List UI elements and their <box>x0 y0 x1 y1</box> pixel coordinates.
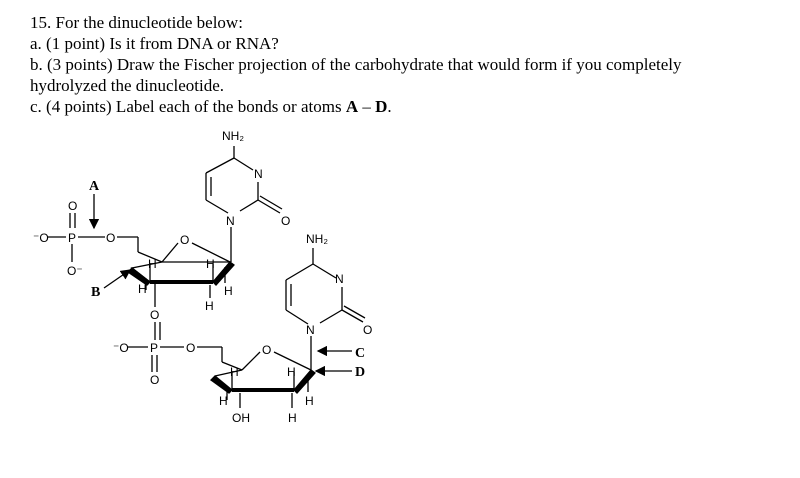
h-c1b-lower: H <box>305 394 314 408</box>
h-c2b-upper: H <box>205 299 214 313</box>
question-part-b-line2: hydrolyzed the dinucleotide. <box>30 76 225 95</box>
label-c: C <box>355 346 366 361</box>
part-c-bold-d: D <box>375 97 388 116</box>
h-c1b-upper: H <box>224 284 233 298</box>
cytosine-ring-upper <box>206 129 290 262</box>
minus-o-upper: ⁻O <box>33 231 49 245</box>
minus-o-lower: ⁻O <box>113 341 129 355</box>
sugar-ring-lower <box>211 343 315 425</box>
double-bond-o-lower: O <box>150 373 160 387</box>
h-c2b-lower: H <box>288 411 297 425</box>
phosphate-upper <box>33 179 138 278</box>
ring-o-upper: O <box>180 233 190 247</box>
nh2-label-upper: NH₂ <box>222 129 244 143</box>
o-minus-upper: O⁻ <box>67 264 83 278</box>
label-b: B <box>91 285 101 300</box>
ester-o-upper: O <box>106 231 116 245</box>
phosphorus-lower: P <box>150 341 159 355</box>
label-d: D <box>355 365 366 380</box>
ring-n3-label-lower: N <box>335 272 344 286</box>
part-c-dash: – <box>358 97 376 116</box>
ester-o-lower: O <box>186 341 196 355</box>
phosphorus-upper: P <box>68 231 77 245</box>
carbonyl-o-label-upper: O <box>281 214 291 228</box>
question-part-a: a. (1 point) Is it from DNA or RNA? <box>30 34 279 53</box>
carbonyl-o-label-lower: O <box>363 323 373 337</box>
h-c2-upper: H <box>148 257 157 271</box>
double-bond-o-upper: O <box>68 199 78 213</box>
oh-c3-lower: OH <box>232 411 250 425</box>
part-c-end: . <box>387 97 392 116</box>
h-c3-lower: H <box>219 394 228 408</box>
label-a: A <box>89 179 100 194</box>
nh2-label-lower: NH₂ <box>306 232 328 246</box>
h-c1-lower: H <box>287 365 296 379</box>
part-c-bold-a: A <box>345 97 359 116</box>
question-part-b-line1: b. (3 points) Draw the Fischer projection of the carbohydrate that would form if you completely <box>30 55 682 74</box>
h-c3-upper: H <box>138 282 147 296</box>
part-c-prefix: c. (4 points) Label each of the bonds or atoms <box>30 97 346 116</box>
sugar-ring-upper <box>91 233 234 322</box>
phosphate-lower <box>113 322 222 387</box>
h-c1-upper: H <box>206 257 215 271</box>
h-c2-lower: H <box>230 365 239 379</box>
question-title: 15. For the dinucleotide below: <box>30 13 243 32</box>
ring-n1-label-lower: N <box>306 323 315 337</box>
ring-o-lower: O <box>262 343 272 357</box>
o3-prime: O <box>150 308 160 322</box>
ring-n1-label-upper: N <box>226 214 235 228</box>
ring-n3-label-upper: N <box>254 167 263 181</box>
cytosine-ring-lower <box>286 232 372 380</box>
